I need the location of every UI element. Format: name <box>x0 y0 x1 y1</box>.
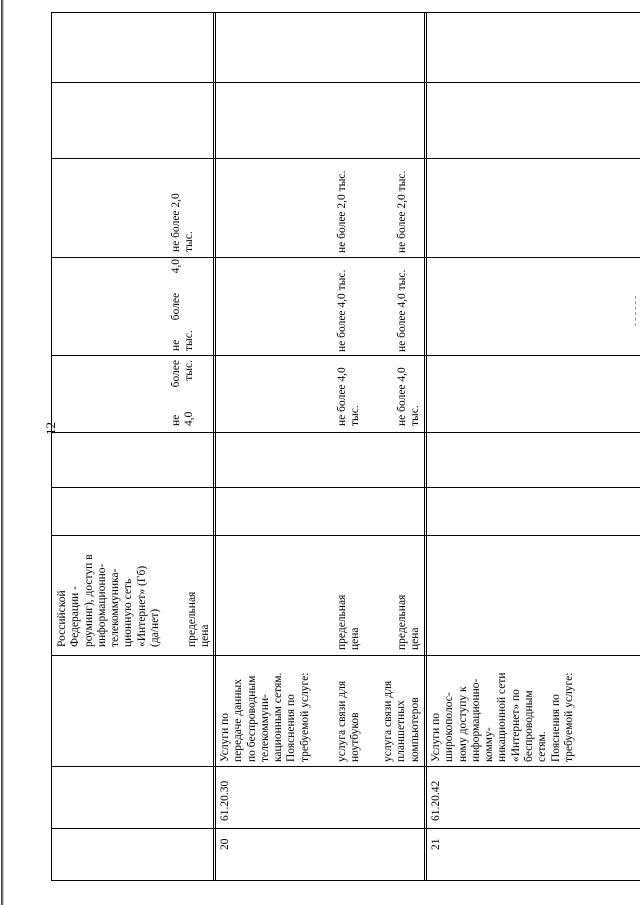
price-limit: не более 4,0 тыс. <box>336 367 362 426</box>
row-divider <box>426 12 427 880</box>
price-limit: не более 4,0 тыс. <box>396 367 422 426</box>
table-line <box>51 828 640 829</box>
unit-label: предельная цена <box>396 594 422 650</box>
price-limit: не более 2,0 тыс. <box>170 193 196 252</box>
unit-label: предельная цена <box>336 594 362 650</box>
table-border-top <box>51 12 640 13</box>
price-limit: не более 4,0 тыс. <box>170 259 196 351</box>
row-number: 20 <box>219 838 231 850</box>
table-border-left <box>51 12 52 880</box>
okpd-code: 61.20.42 <box>430 780 442 821</box>
price-limit: не более 4,0 тыс. <box>336 269 348 352</box>
service-item: услуга связи для ноутбуков <box>336 680 362 762</box>
service-item: услуга связи для планшетных компьютеров <box>382 680 421 762</box>
okpd-code: 61.20.30 <box>219 780 231 821</box>
scan-edge-mark <box>635 296 636 326</box>
service-description: Услуги по передаче данных по беспроводным телекоммуни- кационным сетям. Пояснения по требуемой услуге: <box>219 672 311 762</box>
price-limit: не более 4,0 тыс. <box>170 360 196 426</box>
service-description: Услуги по широкополос- ному доступу к информационно- комму- никационной сети «Интернет» по беспроводным сетям. Пояснения по требуемой услуге: <box>430 672 575 762</box>
page-number: 12 <box>43 422 58 435</box>
scan-edge-shadow <box>1 0 4 905</box>
row-divider <box>424 12 425 880</box>
table-line <box>51 432 640 433</box>
row-divider <box>213 12 214 880</box>
table-line <box>51 82 640 83</box>
price-limit: не более 2,0 тыс. <box>396 170 408 253</box>
table-line <box>51 487 640 488</box>
row-divider <box>215 12 216 880</box>
unit-label: предельная цена <box>186 591 212 647</box>
price-limit: не более 4,0 тыс. <box>396 269 408 352</box>
price-limit: не более 2,0 тыс. <box>336 170 348 253</box>
table-border-bottom <box>51 880 640 881</box>
service-description: Российской Федерации - роуминг), доступ в информационно- телекоммуника- ционную сеть «Интернет» (Гб) (да/нет) <box>56 554 162 647</box>
row-number: 21 <box>430 838 442 850</box>
table-line <box>51 766 640 767</box>
